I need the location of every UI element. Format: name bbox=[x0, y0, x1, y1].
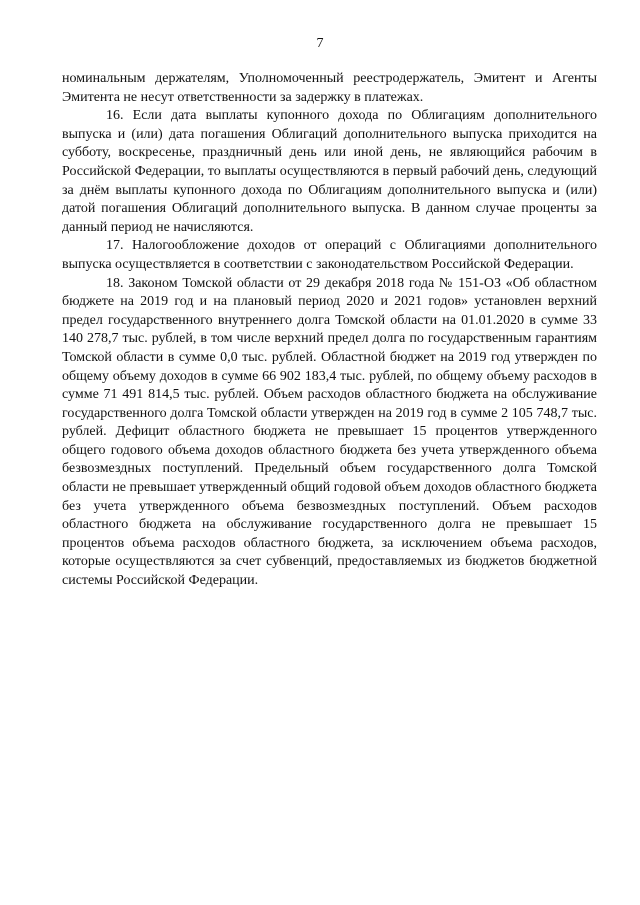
paragraph-18: 18. Законом Томской области от 29 декабря 2018 года № 151-ОЗ «Об областном бюджете на 2019 год и на плановый период 2020 и 2021 годов» установлен верхний предел государственного внутреннего долга Томской области на 01.01.2020 в сумме 33 140 278,7 тыс. рублей, в том числе верхний предел долга по государственным гарантиям Томской области в сумме 0,0 тыс. рублей. Областной бюджет на 2019 год утвержден по общему объему доходов в сумме 66 902 183,4 тыс. рублей, по общему объему расходов в сумме 71 491 814,5 тыс. рублей. Объем расходов областного бюджета на обслуживание государственного долга Томской области утвержден на 2019 год в сумме 2 105 748,7 тыс. рублей. Дефицит областного бюджета не превышает 15 процентов утвержденного общего годового объема доходов областного бюджета без учета утвержденного объема безвозмездных поступлений. Предельный объем государственного долга Томской области не превышает утвержденный общий годовой объем доходов областного бюджета без учета утвержденного объема безвозмездных поступлений. Объем расходов областного бюджета на обслуживание государственного долга не превышает 15 процентов объема расходов областного бюджета, за исключением объема расходов, которые осуществляются за счет субвенций, предоставляемых из бюджетов бюджетной системы Российской Федерации. bbox=[62, 275, 597, 589]
paragraph-continuation: номинальным держателям, Уполномоченный реестродержатель, Эмитент и Агенты Эмитента не несут ответственности за задержку в платежах. bbox=[62, 71, 597, 105]
page-number: 7 bbox=[316, 36, 324, 51]
document-body bbox=[62, 70, 597, 591]
paragraph-17: 17. Налогообложение доходов от операций с Облигациями дополнительного выпуска осуществляется в соответствии с законодательством Российской Федерации. bbox=[62, 238, 597, 272]
paragraph-16: 16. Если дата выплаты купонного дохода по Облигациям дополнительного выпуска и (или) дата погашения Облигаций дополнительного выпуска приходится на субботу, воскресенье, праздничный день или иной день, не являющийся рабочим в Российской Федерации, то выплаты осуществляются в первый рабочий день, следующий за днём выплаты купонного дохода по Облигациям дополнительного выпуска и (или) датой погашения Облигаций дополнительного выпуска. В данном случае проценты за данный период не начисляются. bbox=[62, 108, 597, 235]
